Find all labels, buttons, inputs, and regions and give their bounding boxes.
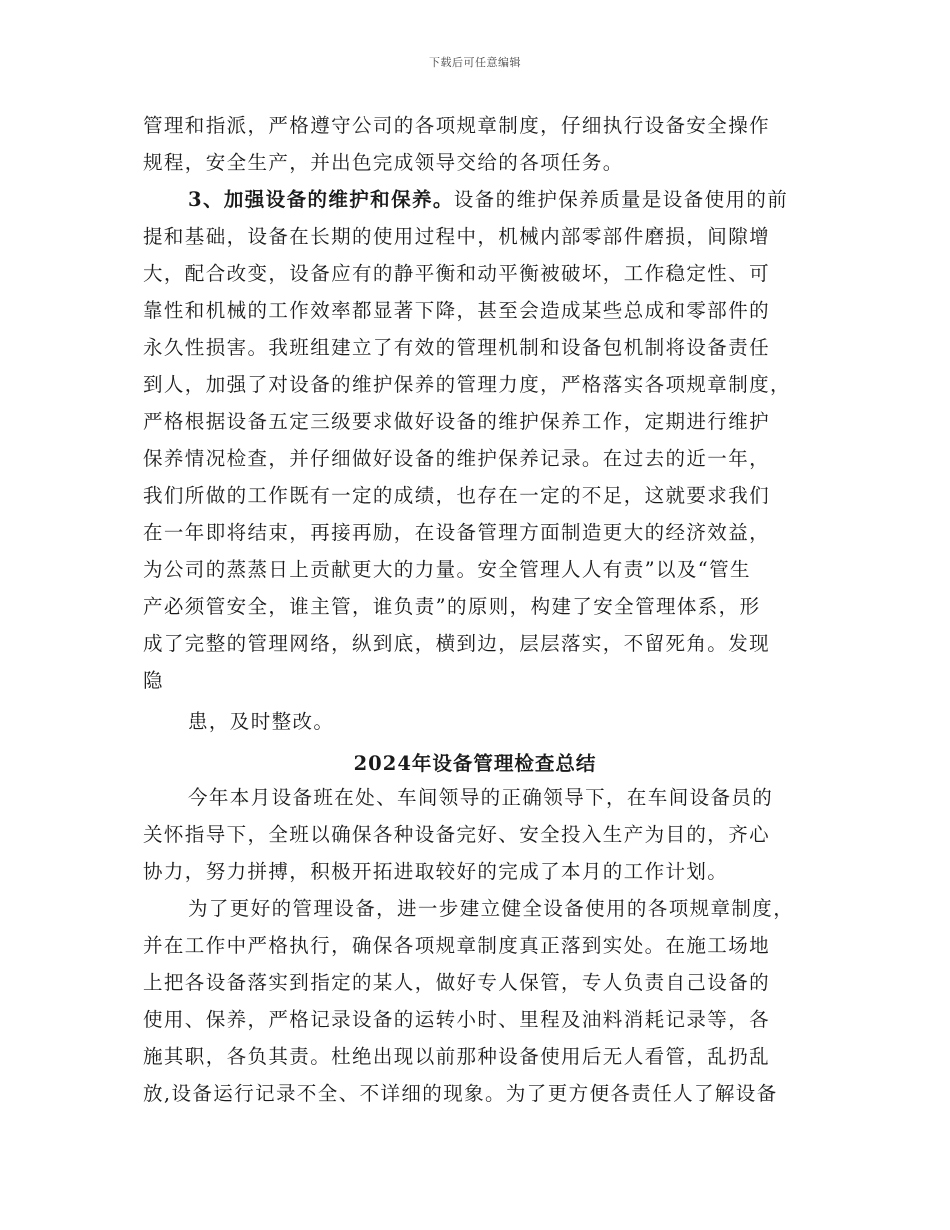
paragraph-line: 管理和指派，严格遵守公司的各项规章制度，仔细执行设备安全操作: [143, 114, 771, 137]
paragraph-line: 关怀指导下，全班以确保各种设备完好、安全投入生产为目的，齐心: [143, 823, 771, 846]
paragraph-line: 成了完整的管理网络，纵到底，横到边，层层落实，不留死角。发现: [143, 632, 771, 655]
paragraph-line: 施其职，各负其责。杜绝出现以前那种设备使用后无人看管，乱扔乱: [143, 1045, 771, 1068]
paragraph-line: 靠性和机械的工作效率都显著下降，甚至会造成某些总成和零部件的: [143, 299, 771, 322]
paragraph-line: 并在工作中严格执行，确保各项规章制度真正落到实处。在施工场地: [143, 934, 771, 957]
paragraph-line: 我们所做的工作既有一定的成绩，也存在一定的不足，这就要求我们: [143, 484, 771, 507]
paragraph-line: 严格根据设备五定三级要求做好设备的维护保养工作，定期进行维护: [143, 410, 771, 433]
paragraph-line: 隐: [143, 669, 164, 692]
section-heading: 3、加强设备的维护和保养。: [188, 188, 454, 211]
paragraph-line: 提和基础，设备在长期的使用过程中，机械内部零部件磨损，间隙增: [143, 225, 771, 248]
download-note: 下载后可任意编辑: [429, 56, 521, 69]
paragraph-line: 产必须管安全，谁主管，谁负责”的原则，构建了安全管理体系，形: [143, 595, 761, 618]
paragraph-line: 今年本月设备班在处、车间领导的正确领导下，在车间设备员的: [188, 786, 774, 809]
paragraph-line: 大，配合改变，设备应有的静平衡和动平衡被破坏，工作稳定性、可: [143, 262, 771, 285]
section-heading-line: [188, 188, 788, 212]
paragraph-line: 到人，加强了对设备的维护保养的管理力度，严格落实各项规章制度，: [143, 373, 791, 396]
paragraph-line: 在一年即将结束，再接再励，在设备管理方面制造更大的经济效益，: [143, 521, 771, 544]
paragraph-line: 规程，安全生产，并出色完成领导交给的各项任务。: [143, 151, 624, 174]
paragraph-line: 患，及时整改。: [188, 710, 335, 733]
paragraph-line: 永久性损害。我班组建立了有效的管理机制和设备包机制将设备责任: [143, 336, 771, 359]
paragraph-line: 协力，努力拼搏，积极开拓进取较好的完成了本月的工作计划。: [143, 860, 729, 883]
paragraph-line: 保养情况检查，并仔细做好设备的维护保养记录。在过去的近一年，: [143, 447, 771, 470]
paragraph-line: 为公司的蒸蒸日上贡献更大的力量。安全管理人人有责”以及“管生: [143, 558, 751, 581]
paragraph-line: 放,设备运行记录不全、不详细的现象。为了更方便各责任人了解设备: [143, 1082, 778, 1105]
paragraph-text: 设备的维护保养质量是设备使用的前: [453, 188, 789, 211]
article-title: 2024年设备管理检查总结: [353, 752, 597, 775]
paragraph-line: 上把各设备落实到指定的某人，做好专人保管，专人负责自己设备的: [143, 971, 771, 994]
paragraph-line: 使用、保养，严格记录设备的运转小时、里程及油料消耗记录等，各: [143, 1008, 771, 1031]
paragraph-line: 为了更好的管理设备，进一步建立健全设备使用的各项规章制度，: [188, 897, 795, 920]
